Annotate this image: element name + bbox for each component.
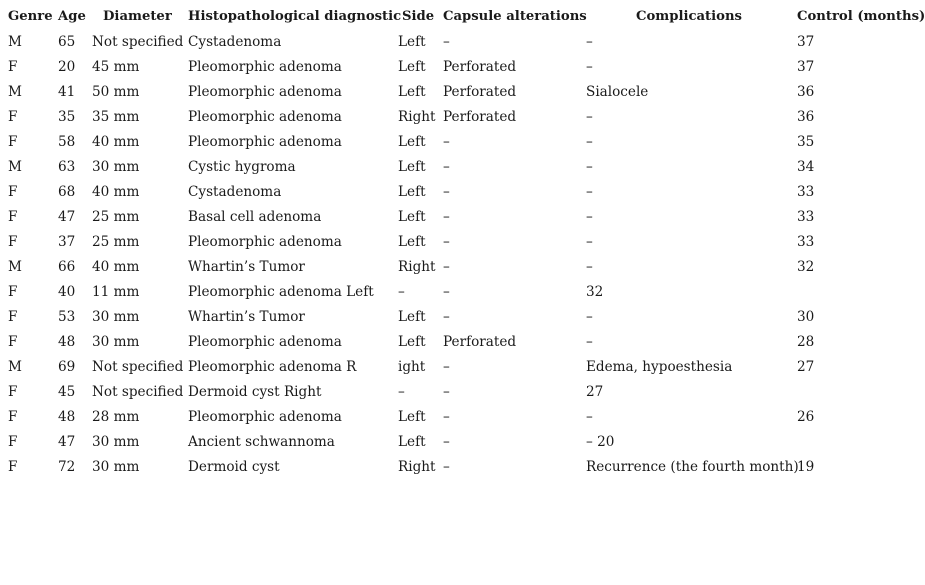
table-row	[0, 380, 925, 405]
cell-age: 58	[58, 134, 76, 150]
cell-diameter: 30 mm	[92, 159, 140, 175]
cell-control: 36	[797, 109, 815, 125]
cell-capsule: –	[443, 359, 450, 375]
cell-control: 19	[797, 459, 815, 475]
cell-diagnostic: Pleomorphic adenoma Left	[188, 284, 374, 300]
cell-age: 72	[58, 459, 76, 475]
table-row	[0, 255, 925, 280]
cell-capsule: –	[443, 184, 450, 200]
cell-complications: –	[586, 409, 593, 425]
table-header-row	[0, 4, 925, 30]
cell-diagnostic: Pleomorphic adenoma	[188, 109, 342, 125]
cell-diameter: 40 mm	[92, 184, 140, 200]
cell-capsule: –	[443, 409, 450, 425]
cell-capsule: Perforated	[443, 109, 517, 125]
cell-side: Left	[398, 409, 426, 425]
cell-control: 30	[797, 309, 815, 325]
cell-diameter: 11 mm	[92, 284, 140, 300]
cell-control: 34	[797, 159, 815, 175]
cell-diameter: 25 mm	[92, 209, 140, 225]
cell-control: 32	[797, 259, 815, 275]
cell-genre: M	[8, 34, 22, 50]
cell-side: Left	[398, 184, 426, 200]
cell-genre: F	[8, 409, 18, 425]
cell-diameter: 30 mm	[92, 334, 140, 350]
cell-complications: –	[586, 59, 593, 75]
cell-capsule: Perforated	[443, 59, 517, 75]
cell-complications: –	[586, 184, 593, 200]
cell-age: 48	[58, 409, 76, 425]
cell-diagnostic: Pleomorphic adenoma	[188, 334, 342, 350]
cell-capsule: Perforated	[443, 84, 517, 100]
cell-diameter: 45 mm	[92, 59, 140, 75]
cell-capsule: –	[443, 459, 450, 475]
cell-side: Right	[398, 109, 436, 125]
table-row	[0, 455, 925, 480]
cell-diagnostic: Pleomorphic adenoma	[188, 134, 342, 150]
cell-diameter: 40 mm	[92, 259, 140, 275]
cell-diagnostic: Pleomorphic adenoma	[188, 59, 342, 75]
cell-side: Left	[398, 59, 426, 75]
cell-complications: Edema, hypoesthesia	[586, 359, 733, 375]
cell-genre: F	[8, 59, 18, 75]
cell-genre: F	[8, 184, 18, 200]
cell-capsule: –	[443, 384, 450, 400]
table-row	[0, 80, 925, 105]
table-row	[0, 55, 925, 80]
cell-side: Left	[398, 159, 426, 175]
cell-complications: –	[586, 334, 593, 350]
cell-genre: F	[8, 459, 18, 475]
cell-age: 45	[58, 384, 76, 400]
cell-capsule: –	[443, 309, 450, 325]
cell-control: 37	[797, 59, 815, 75]
cell-capsule: Perforated	[443, 334, 517, 350]
table-row	[0, 355, 925, 380]
cell-genre: F	[8, 134, 18, 150]
cell-side: –	[398, 384, 405, 400]
cell-diagnostic: Whartin’s Tumor	[188, 259, 305, 275]
cell-age: 68	[58, 184, 76, 200]
table-row	[0, 330, 925, 355]
table-row	[0, 305, 925, 330]
cell-age: 63	[58, 159, 76, 175]
cell-diagnostic: Pleomorphic adenoma	[188, 234, 342, 250]
cell-genre: F	[8, 284, 18, 300]
cell-control: 27	[797, 359, 815, 375]
cell-complications: Recurrence (the fourth month)	[586, 459, 799, 475]
cell-side: Left	[398, 334, 426, 350]
cell-diagnostic: Pleomorphic adenoma	[188, 409, 342, 425]
cell-complications: –	[586, 234, 593, 250]
cell-diameter: 30 mm	[92, 309, 140, 325]
cell-diagnostic: Whartin’s Tumor	[188, 309, 305, 325]
cell-diameter: 25 mm	[92, 234, 140, 250]
cell-complications: 27	[586, 384, 604, 400]
header-side: Side	[402, 9, 435, 24]
table-row	[0, 430, 925, 455]
cell-complications: 32	[586, 284, 604, 300]
cell-age: 37	[58, 234, 76, 250]
cell-complications: – 20	[586, 434, 615, 450]
cell-diameter: 30 mm	[92, 434, 140, 450]
cell-side: Left	[398, 84, 426, 100]
table-row	[0, 280, 925, 305]
cell-genre: F	[8, 234, 18, 250]
cell-diagnostic: Cystic hygroma	[188, 159, 296, 175]
cell-capsule: –	[443, 209, 450, 225]
cell-side: ight	[398, 359, 426, 375]
header-age: Age	[58, 9, 86, 24]
cell-genre: F	[8, 209, 18, 225]
cell-side: –	[398, 284, 405, 300]
cell-age: 69	[58, 359, 76, 375]
cell-side: Left	[398, 434, 426, 450]
cell-complications: –	[586, 309, 593, 325]
cell-age: 40	[58, 284, 76, 300]
cell-diagnostic: Cystadenoma	[188, 184, 282, 200]
cell-complications: –	[586, 159, 593, 175]
cell-genre: M	[8, 159, 22, 175]
cell-age: 35	[58, 109, 76, 125]
cell-diameter: 30 mm	[92, 459, 140, 475]
header-control-months: Control (months)	[797, 9, 925, 24]
cell-control: 26	[797, 409, 815, 425]
cell-age: 47	[58, 209, 76, 225]
cell-control: 35	[797, 134, 815, 150]
cell-age: 20	[58, 59, 76, 75]
header-genre: Genre	[8, 9, 53, 24]
cell-side: Left	[398, 309, 426, 325]
cell-side: Left	[398, 134, 426, 150]
cell-capsule: –	[443, 284, 450, 300]
table-row	[0, 155, 925, 180]
cell-age: 41	[58, 84, 76, 100]
table-row	[0, 105, 925, 130]
cell-age: 48	[58, 334, 76, 350]
cell-complications: –	[586, 109, 593, 125]
cell-control: 33	[797, 184, 815, 200]
cell-capsule: –	[443, 34, 450, 50]
cell-diagnostic: Ancient schwannoma	[188, 434, 335, 450]
cell-diagnostic: Dermoid cyst Right	[188, 384, 322, 400]
cell-capsule: –	[443, 159, 450, 175]
cell-capsule: –	[443, 134, 450, 150]
cell-control: 37	[797, 34, 815, 50]
header-diameter: Diameter	[103, 9, 172, 24]
cell-diameter: Not specified	[92, 34, 184, 50]
cell-side: Left	[398, 34, 426, 50]
cell-diagnostic: Pleomorphic adenoma	[188, 84, 342, 100]
cell-genre: M	[8, 84, 22, 100]
cell-age: 47	[58, 434, 76, 450]
cell-control: 33	[797, 234, 815, 250]
cell-capsule: –	[443, 234, 450, 250]
cell-diagnostic: Dermoid cyst	[188, 459, 280, 475]
cell-genre: F	[8, 309, 18, 325]
cell-side: Left	[398, 209, 426, 225]
cell-genre: F	[8, 109, 18, 125]
cell-control: 33	[797, 209, 815, 225]
cell-side: Right	[398, 259, 436, 275]
cell-capsule: –	[443, 259, 450, 275]
table-body	[0, 30, 925, 480]
cell-age: 65	[58, 34, 76, 50]
cell-diameter: 50 mm	[92, 84, 140, 100]
cell-age: 66	[58, 259, 76, 275]
cell-capsule: –	[443, 434, 450, 450]
cell-diameter: Not specified	[92, 384, 184, 400]
cell-complications: Sialocele	[586, 84, 649, 100]
cell-genre: F	[8, 334, 18, 350]
table-row	[0, 30, 925, 55]
cell-diameter: Not specified	[92, 359, 184, 375]
cell-complications: –	[586, 209, 593, 225]
cell-complications: –	[586, 134, 593, 150]
table-row	[0, 180, 925, 205]
header-complications: Complications	[636, 9, 742, 24]
cell-age: 53	[58, 309, 76, 325]
cell-diameter: 28 mm	[92, 409, 140, 425]
cell-genre: F	[8, 434, 18, 450]
cell-complications: –	[586, 34, 593, 50]
cell-genre: F	[8, 384, 18, 400]
table-row	[0, 205, 925, 230]
patient-table	[0, 4, 925, 480]
header-histopathological-diagnostic: Histopathological diagnostic	[188, 9, 402, 24]
cell-diameter: 40 mm	[92, 134, 140, 150]
cell-control: 36	[797, 84, 815, 100]
cell-diagnostic: Pleomorphic adenoma R	[188, 359, 357, 375]
cell-diagnostic: Basal cell adenoma	[188, 209, 322, 225]
table-row	[0, 405, 925, 430]
cell-genre: M	[8, 359, 22, 375]
table-row	[0, 230, 925, 255]
cell-complications: –	[586, 259, 593, 275]
cell-diagnostic: Cystadenoma	[188, 34, 282, 50]
cell-diameter: 35 mm	[92, 109, 140, 125]
table-row	[0, 130, 925, 155]
cell-control: 28	[797, 334, 815, 350]
cell-side: Left	[398, 234, 426, 250]
cell-genre: M	[8, 259, 22, 275]
cell-side: Right	[398, 459, 436, 475]
header-capsule-alterations: Capsule alterations	[443, 9, 587, 24]
